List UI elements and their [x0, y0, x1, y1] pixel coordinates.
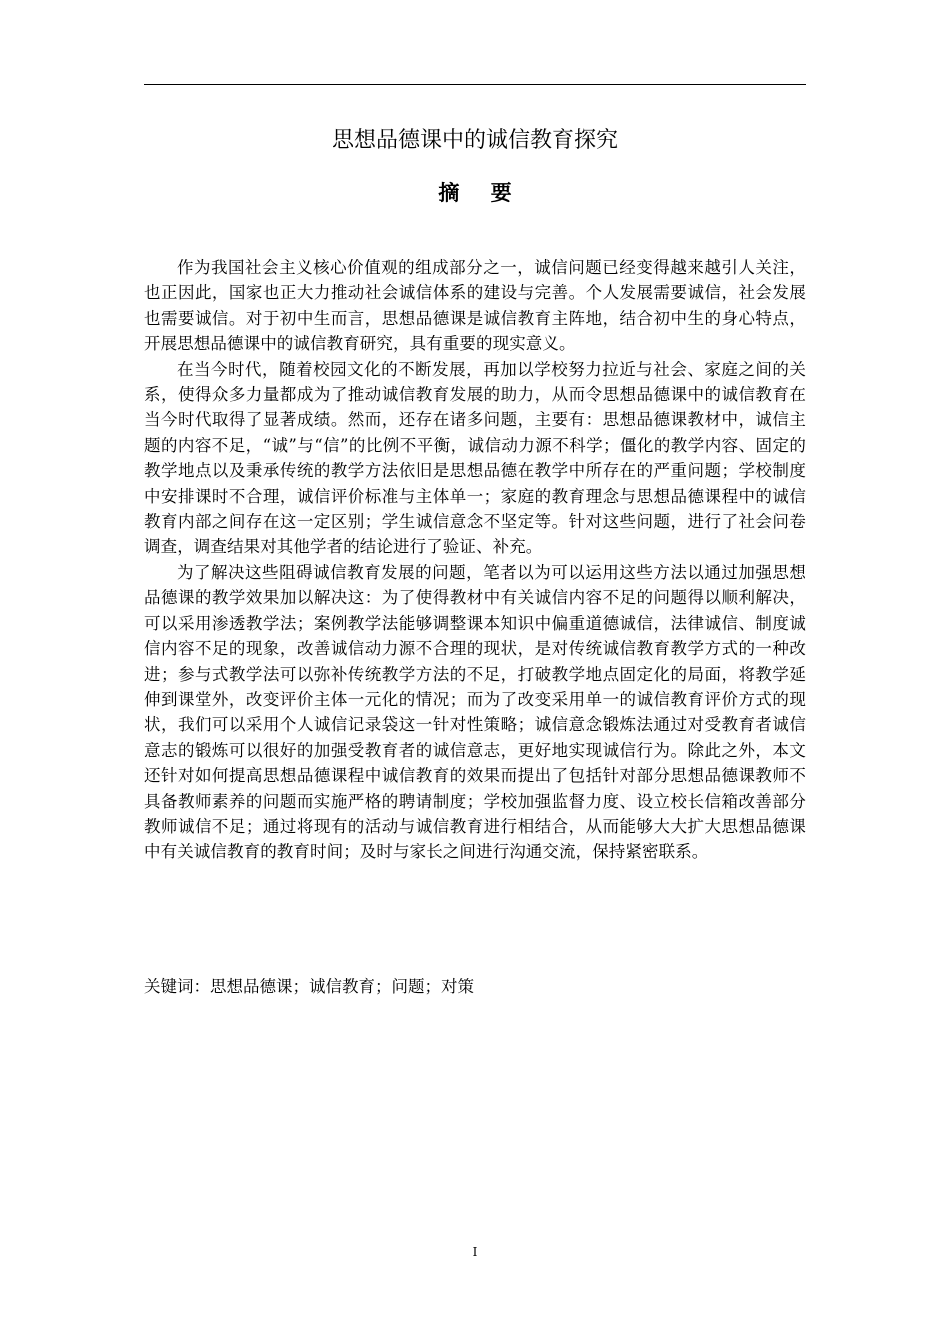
- abstract-body: [144, 255, 806, 865]
- document-title: 思想品德课中的诚信教育探究: [331, 128, 618, 153]
- header-rule: [144, 84, 806, 85]
- abstract-paragraph-1: 作为我国社会主义核心价值观的组成部分之一，诚信问题已经变得越来越引人关注，也正因此，国家也正大力推动社会诚信体系的建设与完善。个人发展需要诚信，社会发展也需要诚信。对于初中生而言，思想品德课是诚信教育主阵地，结合初中生的身心特点，开展思想品德课中的诚信教育研究，具有重要的现实意义。: [144, 258, 806, 354]
- abstract-paragraph-2: 在当今时代，随着校园文化的不断发展，再加以学校努力拉近与社会、家庭之间的关系，使得众多力量都成为了推动诚信教育发展的助力，从而令思想品德课中的诚信教育在当今时代取得了显著成绩。然而，还存在诸多问题，主要有：思想品德课教材中，诚信主题的内容不足，“诚”与“信”的比例不平衡，诚信动力源不科学；僵化的教学内容、固定的教学地点以及秉承传统的教学方法依旧是思想品德在教学中所存在的严重问题；学校制度中安排课时不合理，诚信评价标准与主体单一；家庭的教育理念与思想品德课程中的诚信教育内部之间存在这一定区别；学生诚信意念不坚定等。针对这些问题，进行了社会问卷调查，调查结果对其他学者的结论进行了验证、补充。: [144, 359, 806, 557]
- page-number: I: [472, 1245, 478, 1259]
- keywords-line: 关键词：思想品德课；诚信教育；问题；对策: [144, 977, 474, 996]
- abstract-heading: 摘 要: [438, 181, 524, 205]
- abstract-paragraph-3: 为了解决这些阻碍诚信教育发展的问题，笔者以为可以运用这些方法以通过加强思想品德课的教学效果加以解决这：为了使得教材中有关诚信内容不足的问题得以顺利解决，可以采用渗透教学法；案例教学法能够调整课本知识中偏重道德诚信，法律诚信、制度诚信内容不足的现象，改善诚信动力源不合理的现状，是对传统诚信教育教学方式的一种改进；参与式教学法可以弥补传统教学方法的不足，打破教学地点固定化的局面，将教学延伸到课堂外，改变评价主体一元化的情况；而为了改变采用单一的诚信教育评价方式的现状，我们可以采用个人诚信记录袋这一针对性策略；诚信意念锻炼法通过对受教育者诚信意志的锻炼可以很好的加强受教育者的诚信意志，更好地实现诚信行为。除此之外，本文还针对如何提高思想品德课程中诚信教育的效果而提出了包括针对部分思想品德课教师不具备教师素养的问题而实施严格的聘请制度；学校加强监督力度、设立校长信箱改善部分教师诚信不足；通过将现有的活动与诚信教育进行相结合，从而能够大大扩大思想品德课中有关诚信教育的教育时间；及时与家长之间进行沟通交流，保持紧密联系。: [144, 562, 806, 862]
